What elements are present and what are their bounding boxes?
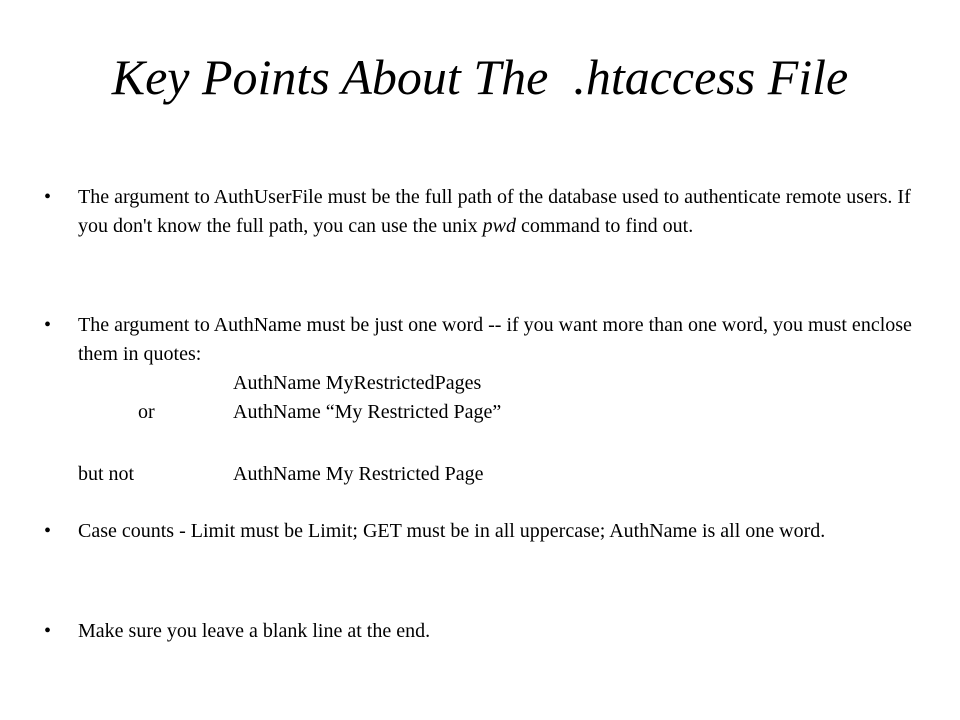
bullet-dot: • bbox=[44, 620, 52, 642]
slide-title: Key Points About The .htaccess File bbox=[111, 49, 849, 105]
bullet-item bbox=[44, 617, 928, 646]
bullet-dot: • bbox=[44, 186, 52, 208]
example-prefix: but not bbox=[78, 463, 135, 485]
example-code: AuthName “My Restricted Page” bbox=[233, 401, 502, 423]
spacer bbox=[78, 427, 928, 460]
bullet-dot: • bbox=[44, 314, 52, 336]
bullet-text-part: command to find out. bbox=[516, 215, 694, 237]
example-row bbox=[78, 398, 928, 427]
example-prefix: or bbox=[138, 401, 155, 423]
example-row bbox=[78, 460, 928, 489]
bullet-item bbox=[44, 183, 928, 241]
bullet-text: Make sure you leave a blank line at the end. bbox=[78, 620, 431, 642]
bullet-dot: • bbox=[44, 520, 52, 542]
bullet-text bbox=[78, 186, 911, 237]
bullet-text: The argument to AuthName must be just one word -- if you want more than one word, you must enclose them in quotes: bbox=[78, 314, 912, 365]
bullet-text-part: The argument to AuthUserFile must be the full path of the database used to authenticate remote users. If you don't know the full path, you can use the unix bbox=[78, 186, 911, 237]
pwd-command-text: pwd bbox=[482, 215, 516, 237]
bullet-item bbox=[44, 311, 928, 489]
bullet-text: Case counts - Limit must be Limit; GET must be in all uppercase; AuthName is all one word. bbox=[78, 520, 826, 542]
bullet-item bbox=[44, 517, 928, 546]
example-code: AuthName MyRestrictedPages bbox=[233, 372, 482, 394]
example-row bbox=[78, 369, 928, 398]
example-code: AuthName My Restricted Page bbox=[233, 463, 484, 485]
